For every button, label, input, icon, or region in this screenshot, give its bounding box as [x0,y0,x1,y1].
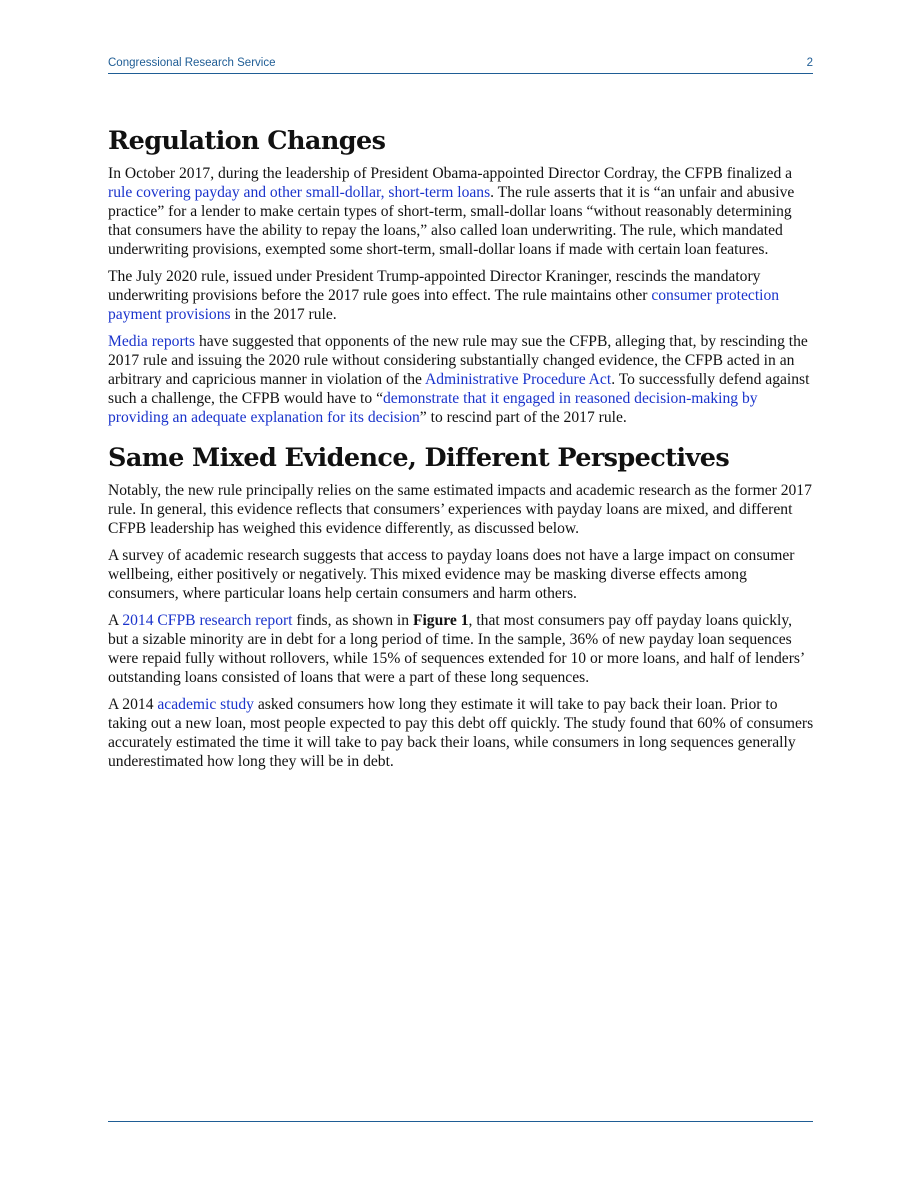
text: in the 2017 rule. [230,306,337,323]
footer-rule [108,1121,813,1122]
apa-link[interactable]: Administrative Procedure Act [424,371,612,388]
document-body [108,124,814,779]
text: . The rule asserts that it is “an unfair and abusive practice” for a lender to make certain types of short-term, small-dollar loans “without reasonably determining that consumers have the ability to repay the loans,” also called loan underwriting. The rule, which mandated underwriting provisions, exempted some short-term, small-dollar loans if made with certain loan features. [108,184,795,258]
paragraph [108,267,814,324]
text: A 2014 [108,696,158,713]
media-reports-link[interactable]: Media reports [108,333,196,350]
text: In October 2017, during the leadership of President Obama-appointed Director Cordray, the CFPB finalized a [108,165,793,182]
rule-link[interactable]: rule covering payday and other small-dollar, short-term loans [108,184,491,201]
consumer-protection-link[interactable]: consumer protection payment provisions [108,287,780,323]
text: asked consumers how long they estimate it will take to pay back their loan. Prior to taking out a new loan, most people expected to pay this debt off quickly. The study found that 60% of consumers accurately estimated the time it will take to pay back their loans, while consumers in long sequences generally underestimated how long they will be in debt. [108,696,814,770]
reasoned-decision-link[interactable]: demonstrate that it engaged in reasoned decision-making by providing an adequate explanation for its decision [108,390,758,426]
text: , that most consumers pay off payday loans quickly, but a sizable minority are in debt for a long period of time. In the sample, 36% of new payday loan sequences were repaid fully without rollovers, while 15% of sequences extended for 10 or more loans, and half of lenders’ outstanding loans consisted of loans that were a part of these long sequences. [108,612,805,686]
academic-study-link[interactable]: academic study [157,696,254,713]
figure-reference: Figure 1 [412,612,469,629]
page-header [108,57,813,74]
section-heading-mixed-evidence: Same Mixed Evidence, Different Perspectives [108,443,730,473]
paragraph [108,332,814,427]
text: A [108,612,123,629]
section-heading-regulation-changes: Regulation Changes [108,126,386,156]
text: finds, as shown in [292,612,413,629]
paragraph [108,611,814,687]
paragraph: Notably, the new rule principally relies on the same estimated impacts and academic research as the former 2017 rule. In general, this evidence reflects that consumers’ experiences with payday loans are mixed, and different CFPB leadership has weighed this evidence differently, as discussed below. [108,482,812,537]
paragraph: A survey of academic research suggests that access to payday loans does not have a large impact on consumer wellbeing, either positively or negatively. This mixed evidence may be masking diverse effects among consumers, where particular loans help certain consumers and harm others. [108,547,795,602]
page-number: 2 [806,57,813,69]
text: have suggested that opponents of the new rule may sue the CFPB, alleging that, by rescinding the 2017 rule and issuing the 2020 rule without considering substantially changed evidence, the CFPB acted in an arbitrary and capricious manner in violation of the [108,333,808,388]
paragraph [108,164,814,259]
header-title: Congressional Research Service [108,57,276,69]
cfpb-report-link[interactable]: 2014 CFPB research report [122,612,293,629]
text: ” to rescind part of the 2017 rule. [419,409,627,426]
text: . To successfully defend against such a challenge, the CFPB would have to “ [108,371,810,407]
paragraph [108,695,814,771]
text: The July 2020 rule, issued under President Trump-appointed Director Kraninger, rescinds the mandatory underwriting provisions before the 2017 rule goes into effect. The rule maintains other [108,268,761,304]
